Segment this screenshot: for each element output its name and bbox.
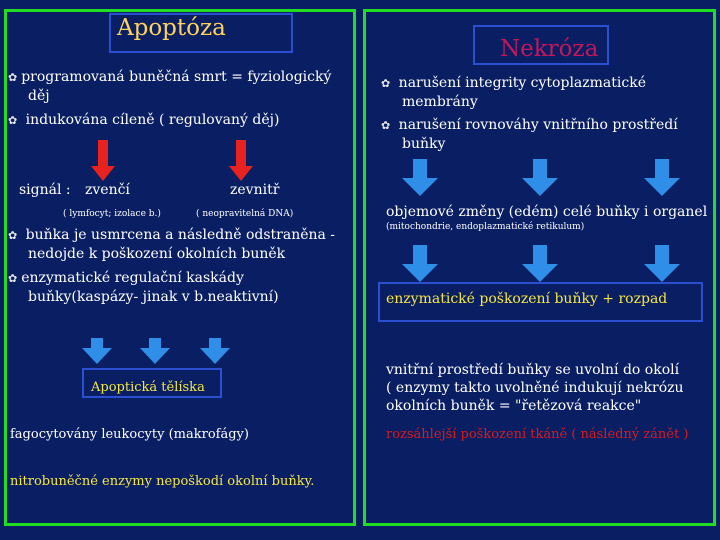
bullet-icon: ✿: [381, 77, 391, 90]
tissue-damage-text: rozsáhlejší poškození tkáně ( následný zánět ): [386, 427, 689, 442]
blue-down-arrow-icon: [644, 159, 680, 196]
blue-down-arrow-icon: [402, 245, 438, 282]
bullet-text: buňka je usmrcena a následně odstraněna -: [25, 227, 336, 243]
release-line-3: okolních buněk = "řetězová reakce": [386, 398, 642, 414]
signal-label: signál :: [19, 182, 71, 198]
red-down-arrow-icon: [229, 140, 253, 181]
bullet-icon: ✿: [381, 119, 391, 132]
necrosis-bullet-membrane: [381, 74, 711, 111]
blue-down-arrow-icon: [522, 159, 558, 196]
blue-down-arrow-icon: [200, 338, 230, 364]
intracellular-enzymes-text: nitrobuněčné enzymy nepoškodí okolní buňky.: [10, 474, 315, 489]
bullet-text-continuation: buňky(kaspázy- jinak v b.neaktivní): [28, 289, 279, 305]
bullet-text-continuation: děj: [28, 88, 50, 104]
necrosis-title: Nekróza: [500, 36, 599, 62]
bullet-text: narušení rovnováhy vnitřního prostředí: [398, 117, 678, 133]
blue-down-arrow-icon: [82, 338, 112, 364]
necrosis-bullet-homeostasis: [381, 116, 711, 153]
blue-down-arrow-icon: [644, 245, 680, 282]
bullet-text-continuation: buňky: [402, 136, 446, 152]
signal-internal: zevnitř: [230, 182, 280, 198]
release-line-2: ( enzymy takto uvolněné indukují nekrózu: [386, 380, 684, 396]
blue-down-arrow-icon: [522, 245, 558, 282]
release-line-1: vnitřní prostředí buňky se uvolní do okolí: [386, 362, 680, 378]
volume-changes-text: objemové změny (edém) celé buňky i organel: [386, 204, 708, 220]
blue-down-arrow-icon: [402, 159, 438, 196]
environment-release-text: [386, 361, 711, 415]
volume-changes-note: (mitochondrie, endoplazmatické retikulum): [386, 222, 585, 232]
bullet-icon: ✿: [8, 114, 18, 127]
red-down-arrow-icon: [91, 140, 115, 181]
enzymatic-damage-text: enzymatické poškození buňky + rozpad: [386, 291, 668, 307]
apoptotic-bodies-label: Apoptická tělíska: [91, 380, 205, 395]
external-signal-note: ( lymfocyt; izolace b.): [63, 209, 161, 219]
blue-down-arrow-icon: [140, 338, 170, 364]
apoptosis-bullet-removal: [8, 226, 348, 263]
internal-signal-note: ( neopravitelná DNA): [196, 209, 294, 219]
apoptosis-bullet-enzymatic-cascades: [8, 269, 348, 306]
phagocytosis-text: fagocytovány leukocyty (makrofágy): [10, 427, 249, 442]
bullet-icon: ✿: [8, 71, 18, 84]
bullet-text: enzymatické regulační kaskády: [21, 270, 244, 286]
apoptosis-title: Apoptóza: [117, 15, 226, 41]
bullet-icon: ✿: [8, 272, 18, 285]
bullet-text: narušení integrity cytoplazmatické: [398, 75, 646, 91]
apoptosis-bullet-induced: [8, 111, 348, 130]
bullet-text: programovaná buněčná smrt = fyziologický: [21, 69, 332, 85]
apoptosis-bullet-programmed-death: [8, 68, 348, 105]
bullet-text-continuation: nedojde k poškození okolních buněk: [28, 246, 286, 262]
signal-external: zvenčí: [85, 182, 130, 198]
bullet-text-continuation: membrány: [402, 94, 478, 110]
bullet-text: indukována cíleně ( regulovaný děj): [25, 112, 280, 128]
bullet-icon: ✿: [8, 229, 18, 242]
